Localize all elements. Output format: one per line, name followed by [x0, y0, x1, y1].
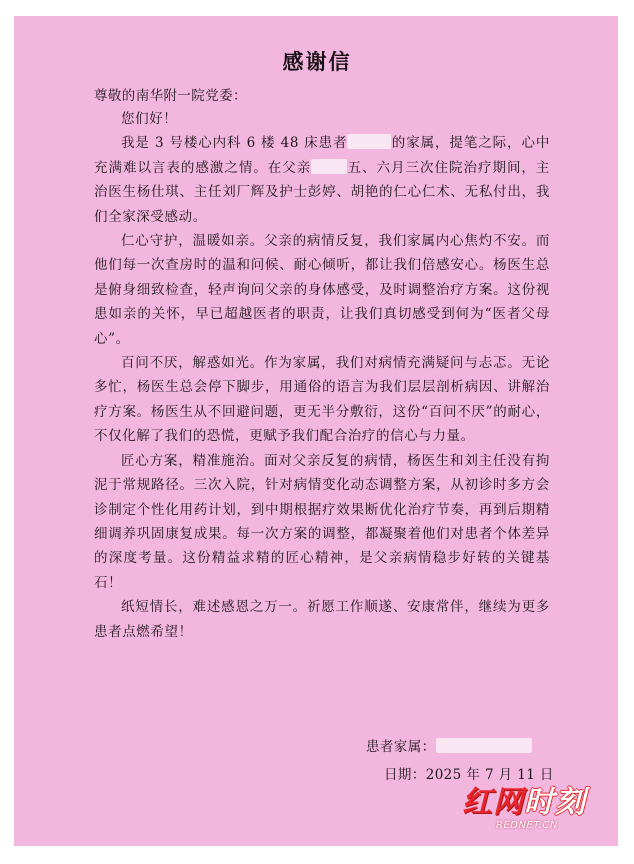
- rednet-watermark: [462, 786, 612, 842]
- paragraph-1-part-b: 的家属，提笔之际，心中充满难以言表的感激之情。在父亲: [94, 135, 550, 176]
- paragraph-5: 纸短情长，难述感恩之万一。祈愿工作顺遂、安康常伴，继续为更多患者点燃希望！: [94, 599, 550, 640]
- salutation: 尊敬的南华附一院党委：: [94, 88, 247, 104]
- letter-title: 感谢信: [282, 49, 352, 74]
- signature-line: [366, 735, 532, 755]
- greeting: 您们好！: [121, 111, 178, 127]
- letter-body: [94, 107, 550, 644]
- paragraph-1: [94, 131, 550, 229]
- signature-label: 患者家属：: [366, 739, 436, 755]
- watermark-logo-part1: 红网: [462, 785, 524, 820]
- redacted-family-name: [436, 738, 532, 753]
- paragraph-4: 匠心方案，精准施治。面对父亲反复的病情，杨医生和刘主任没有拘泥于常规路径。三次入院，针对病情变化动态调整方案，从初诊时多方会诊制定个性化用药计划，到中期根据疗效果断优化治疗节奏，再到后期精细调养巩固康复成果。每一次方案的调整，都凝聚着他们对患者个体差异的深度考量。这份精益求精的匠心精神，是父亲病情稳步好转的关键基石！: [94, 452, 550, 591]
- watermark-url: REDNET.CN: [496, 820, 558, 831]
- paragraph-3: 百问不厌，解惑如光。作为家属，我们对病情充满疑问与忐忑。无论多忙，杨医生总会停下脚步，用通俗的语言为我们层层剖析病因、讲解治疗方案。杨医生从不回避问题，更无半分敷衍，这份“百问不厌”的耐心，不仅化解了我们的恐慌，更赋予我们配合治疗的信心与力量。: [94, 355, 550, 445]
- watermark-logo-part2: 时刻: [524, 785, 586, 820]
- redacted-patient-name: [347, 134, 391, 149]
- watermark-logo: [462, 786, 612, 820]
- date-line: 日期：2025 年 7 月 11 日: [384, 767, 554, 783]
- paragraph-2: 仁心守护，温暖如亲。父亲的病情反复，我们家属内心焦灼不安。而他们每一次查房时的温和问候、耐心倾听，都让我们倍感安心。杨医生总是俯身细致检查，轻声询问父亲的身体感受，及时调整治疗方案。这份视患如亲的关怀，早已超越医者的职责，让我们真切感受到何为“医者父母心”。: [94, 233, 550, 347]
- paragraph-1-part-a: 我是 3 号楼心内科 6 楼 48 床患者: [121, 135, 348, 152]
- redacted-patient-name-2: [311, 159, 347, 174]
- paragraph-1-part-c: 五、六月三次住院治疗期间，主治医生杨仕琪、主任刘厂辉及护士彭婷、胡艳的仁心仁术、无私付出，我们全家深受感动。: [94, 159, 551, 225]
